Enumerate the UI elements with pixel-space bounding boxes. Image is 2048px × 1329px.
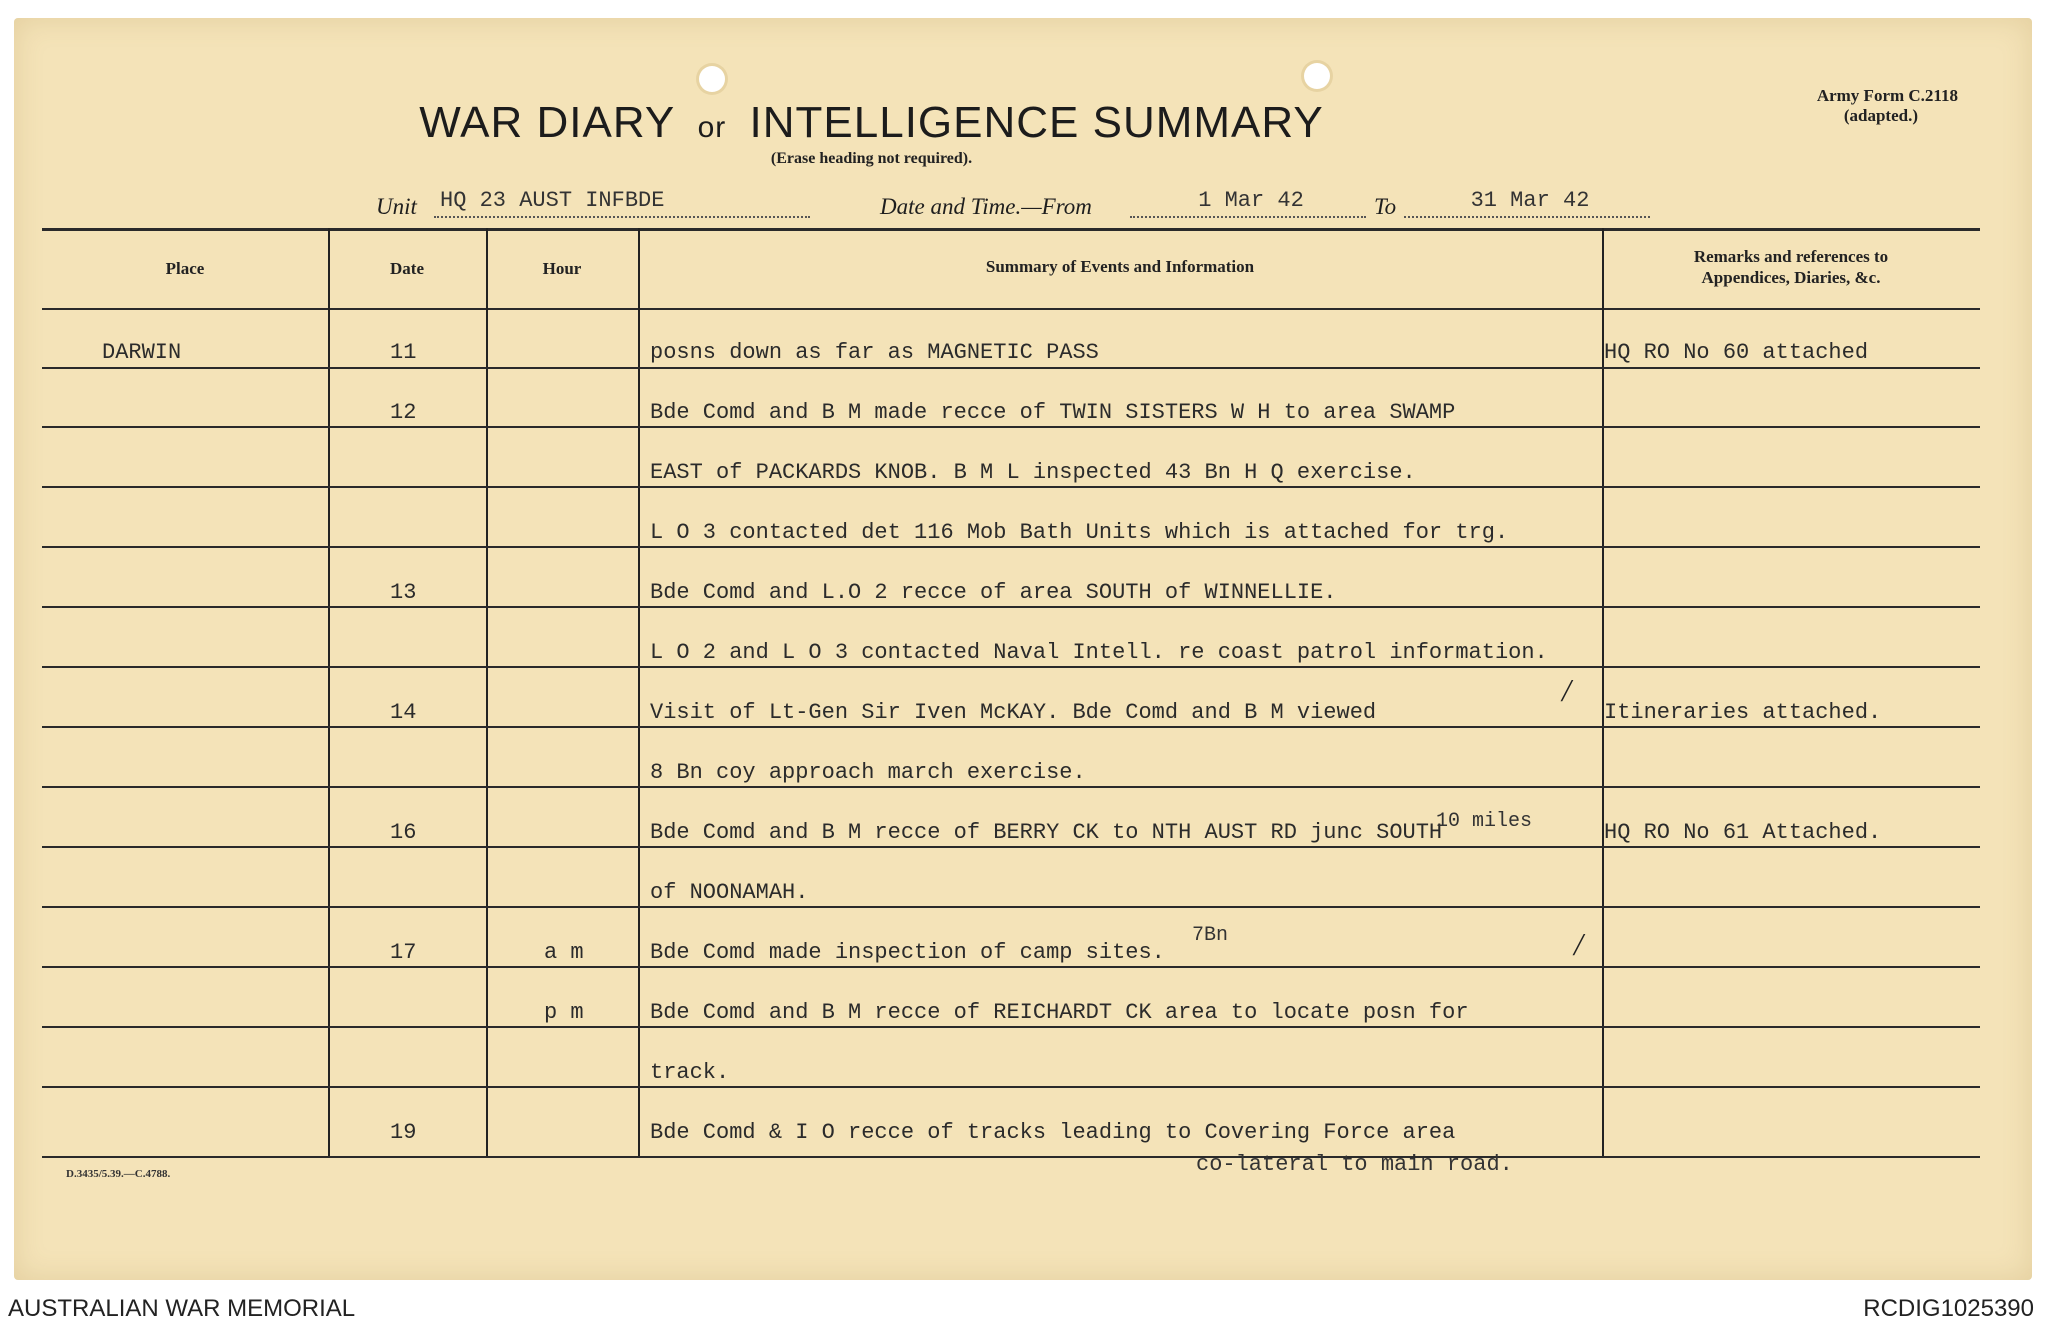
header-rule	[42, 308, 1980, 310]
page-title	[0, 98, 1743, 148]
table-top-rule	[42, 228, 1980, 231]
cell-summary: posns down as far as MAGNETIC PASS	[650, 340, 1099, 365]
cell-date: 11	[390, 340, 417, 365]
continuation-line: co-lateral to main road.	[1196, 1152, 1513, 1177]
cell-summary: Bde Comd and B M recce of REICHARDT CK area to locate posn for	[650, 1000, 1469, 1025]
table-row	[42, 340, 1980, 370]
cell-remarks: Itineraries attached.	[1604, 700, 1882, 725]
punch-hole-left	[699, 66, 725, 92]
cell-remarks: HQ RO No 61 Attached.	[1604, 820, 1882, 845]
cell-date: 12	[390, 400, 417, 425]
table-row	[42, 820, 1980, 850]
cell-summary: track.	[650, 1060, 730, 1085]
cell-summary: 8 Bn coy approach march exercise.	[650, 760, 1086, 785]
header-remarks	[1602, 246, 1980, 288]
header-place: Place	[165, 259, 205, 278]
date-to: 31 Mar 42	[1404, 188, 1650, 218]
header-date: Date	[390, 259, 424, 278]
handwritten-tick-mark: /	[1562, 672, 1571, 708]
cell-summary: Bde Comd & I O recce of tracks leading to Covering Force area	[650, 1120, 1456, 1145]
army-form-label	[1817, 86, 1958, 126]
insert-10-miles: 10 miles	[1436, 810, 1533, 833]
table-row	[42, 1000, 1980, 1030]
table-row	[42, 700, 1980, 730]
footer-source: AUSTRALIAN WAR MEMORIAL	[8, 1295, 356, 1322]
table-row	[42, 640, 1980, 670]
handwritten-tick-mark: /	[1574, 926, 1583, 962]
unit-value: HQ 23 AUST INFBDE	[434, 188, 810, 218]
cell-hour: a m	[544, 940, 584, 965]
table-row	[42, 1120, 1980, 1150]
cell-summary: L O 3 contacted det 116 Mob Bath Units which is attached for trg.	[650, 520, 1509, 545]
to-label: To	[1374, 194, 1397, 219]
table-row	[42, 880, 1980, 910]
diary-table	[42, 228, 1980, 1158]
insert-7bn: 7Bn	[1192, 924, 1229, 947]
cell-summary: Visit of Lt-Gen Sir Iven McKAY. Bde Comd and B M viewed	[650, 700, 1377, 725]
cell-summary: EAST of PACKARDS KNOB. B M L inspected 43 Bn H Q exercise.	[650, 460, 1416, 485]
date-from: 1 Mar 42	[1130, 188, 1366, 218]
table-row	[42, 940, 1980, 970]
cell-summary: of NOONAMAH.	[650, 880, 809, 905]
cell-remarks: HQ RO No 60 attached	[1604, 340, 1869, 365]
cell-date: 14	[390, 700, 417, 725]
army-form-note: (adapted.)	[1843, 106, 1918, 125]
footer-id: RCDIG1025390	[1863, 1295, 2034, 1322]
cell-date: 19	[390, 1120, 417, 1145]
subtitle: (Erase heading not required).	[770, 150, 973, 167]
cell-summary: Bde Comd and B M recce of BERRY CK to NTH AUST RD junc SOUTH	[650, 820, 1443, 845]
table-row	[42, 760, 1980, 790]
table-row	[42, 460, 1980, 490]
title-main: WAR DIARY	[419, 98, 675, 147]
cell-summary: Bde Comd and B M made recce of TWIN SISTERS W H to area SWAMP	[650, 400, 1456, 425]
cell-date: 13	[390, 580, 417, 605]
title-second: INTELLIGENCE SUMMARY	[749, 98, 1324, 147]
unit-label: Unit	[376, 194, 417, 219]
punch-hole-right	[1304, 63, 1330, 89]
header-remarks-line1: Remarks and references to	[1693, 247, 1889, 266]
header-summary: Summary of Events and Information	[985, 257, 1255, 276]
cell-summary: L O 2 and L O 3 contacted Naval Intell. re coast patrol information.	[650, 640, 1548, 665]
title-or: or	[697, 111, 727, 144]
cell-date: 16	[390, 820, 417, 845]
army-form-number: Army Form C.2118	[1816, 86, 1958, 105]
cell-place: DARWIN	[102, 340, 182, 365]
cell-date: 17	[390, 940, 417, 965]
print-code: D.3435/5.39.—C.4788.	[66, 1168, 171, 1180]
cell-summary: Bde Comd and L.O 2 recce of area SOUTH of WINNELLIE.	[650, 580, 1337, 605]
cell-hour: p m	[544, 1000, 584, 1025]
header-hour: Hour	[542, 259, 582, 278]
cell-summary: Bde Comd made inspection of camp sites.	[650, 940, 1165, 965]
table-row	[42, 1060, 1980, 1090]
table-row	[42, 580, 1980, 610]
table-row	[42, 400, 1980, 430]
table-bottom-rule	[42, 1156, 1980, 1158]
table-row	[42, 520, 1980, 550]
header-remarks-line2: Appendices, Diaries, &c.	[1701, 268, 1881, 287]
date-label: Date and Time.—From	[880, 194, 1092, 219]
